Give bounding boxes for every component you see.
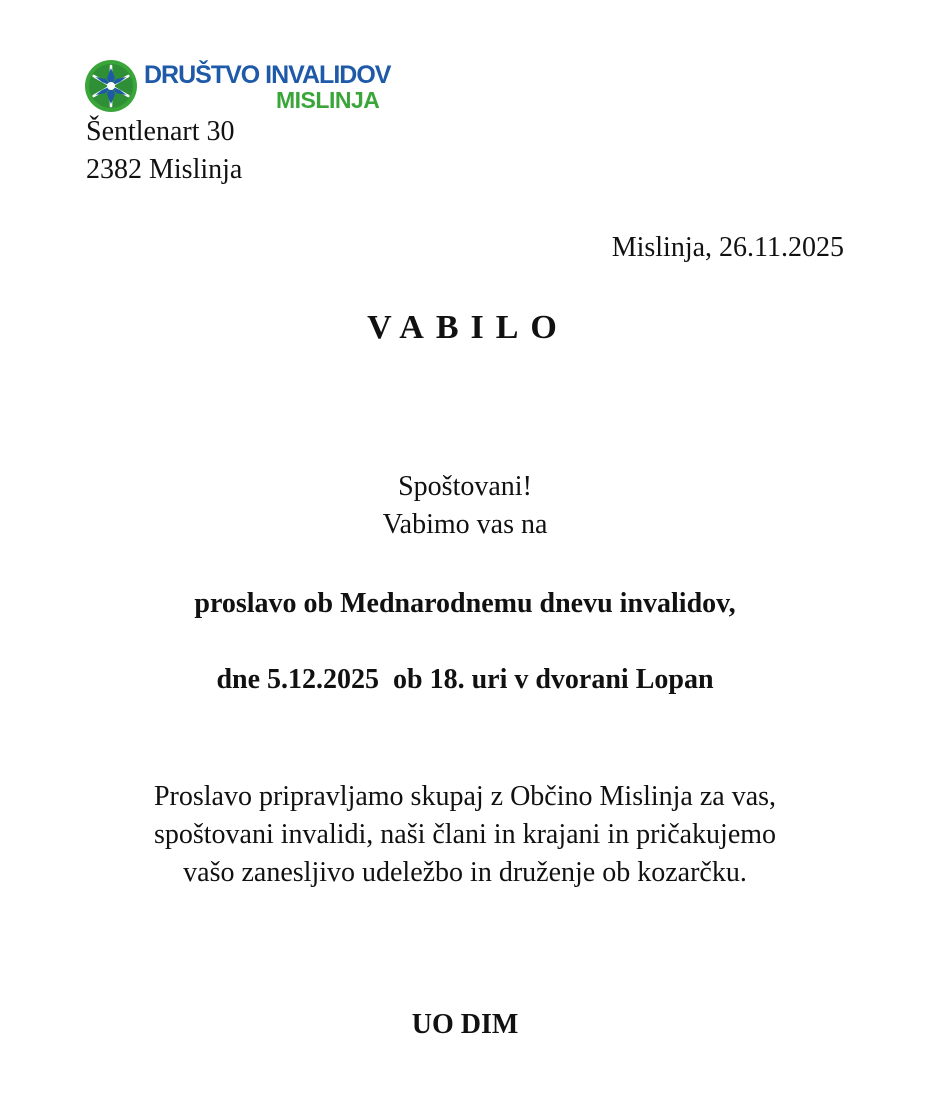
- organization-logo: [84, 57, 429, 115]
- address-city: 2382 Mislinja: [86, 154, 243, 185]
- snowflake-star-emblem-icon: [84, 59, 138, 113]
- body-line-3: vašo zanesljivo udeležbo in druženje ob kozarčku.: [183, 857, 747, 888]
- event-date-time-location: dne 5.12.2025 ob 18. uri v dvorani Lopan: [216, 664, 714, 695]
- body-paragraph: [0, 778, 930, 892]
- address-street: Šentlenart 30: [86, 116, 235, 147]
- event-name: proslavo ob Mednarodnemu dnevu invalidov,: [194, 588, 736, 619]
- signature: UO DIM: [411, 1009, 519, 1040]
- document-date: Mislinja, 26.11.2025: [611, 232, 844, 263]
- greeting-line: Spoštovani!: [398, 471, 532, 502]
- greeting-block: [0, 468, 930, 544]
- invitation-line: Vabimo vas na: [382, 509, 548, 540]
- body-line-1: Proslavo pripravljamo skupaj z Občino Mislinja za vas,: [153, 781, 777, 812]
- logo-text-line2: MISLINJA: [276, 87, 380, 113]
- sender-address: [86, 113, 242, 189]
- logo-text-line1: DRUŠTVO INVALIDOV: [144, 61, 391, 89]
- body-line-2: spoštovani invalidi, naši člani in krajani in pričakujemo: [153, 819, 777, 850]
- document-title: VABILO: [367, 309, 569, 346]
